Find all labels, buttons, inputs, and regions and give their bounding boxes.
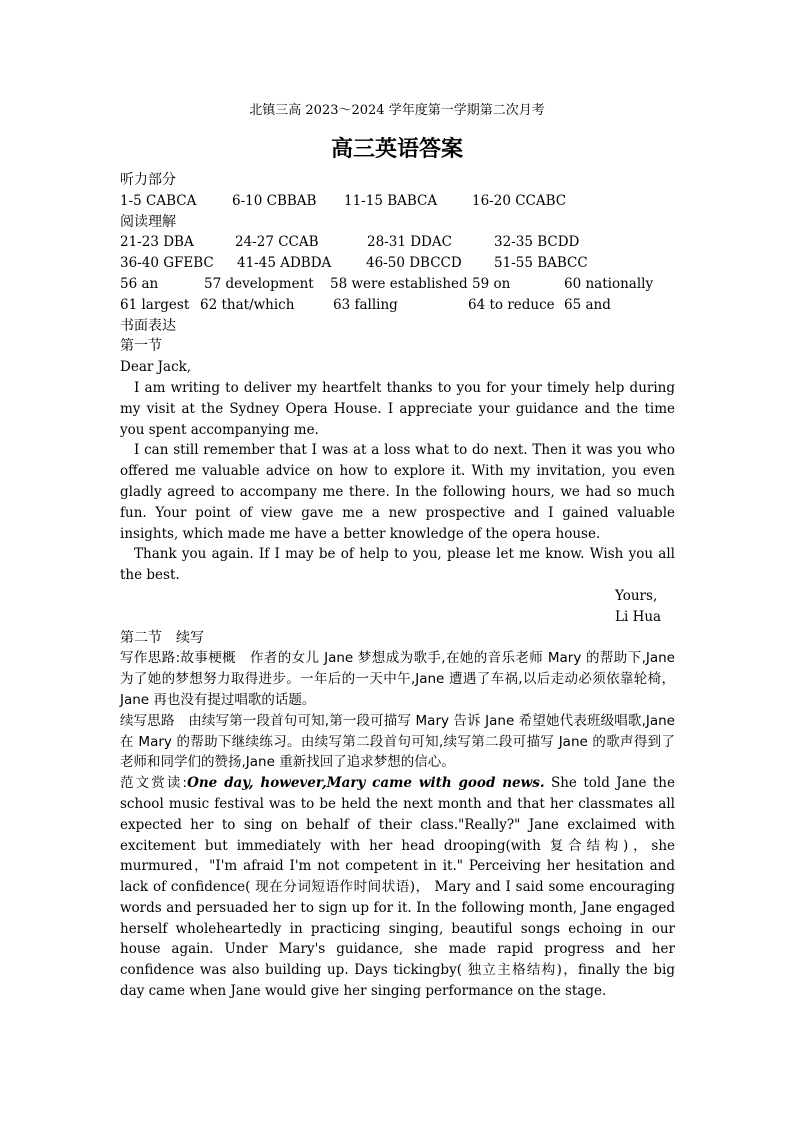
reading-answer-7: 46-50 DBCCD [366, 255, 462, 272]
reading-answers-row-2 [120, 253, 675, 274]
grammar-answer-63: 63 falling [333, 296, 398, 313]
letter-closing: Yours, [615, 587, 658, 604]
letter-paragraph-1: I am writing to deliver my heartfelt thanks to you for your timely help during my visit at the Sydney Opera House. I appreciate your guidance and the time you spent accompanying me. [120, 379, 675, 438]
reading-answer-5: 36-40 GFEBC [120, 255, 214, 272]
listening-answer-2: 6-10 CBBAB [232, 192, 317, 209]
listening-heading: 听力部分 [120, 172, 176, 188]
listening-answer-1: 1-5 CABCA [120, 192, 197, 209]
letter-signature: Li Hua [615, 608, 662, 625]
grammar-answers-row-2 [120, 295, 675, 316]
listening-answers-row [120, 191, 675, 212]
writing-heading: 书面表达 [120, 317, 176, 334]
grammar-answer-57: 57 development [204, 275, 314, 292]
grammar-answers-row-1 [120, 274, 675, 295]
listening-answer-3: 11-15 BABCA [344, 192, 438, 209]
sample-essay-lead-sentence: One day, however,Mary came with good news. [187, 775, 545, 792]
grammar-answer-58: 58 were established [330, 275, 468, 292]
writing-idea-paragraph: 写作思路:故事梗概 作者的女儿 Jane 梦想成为歌手,在她的音乐老师 Mary 的帮助下,Jane 为了她的梦想努力取得进步。一年后的一天中午,Jane 遭遇了车祸,以后走动必须依靠轮椅， Jane 再也没有提过唱歌的话题。 [120, 650, 675, 708]
reading-answers-row-1 [120, 232, 675, 253]
grammar-answer-59: 59 on [472, 275, 511, 292]
reading-answer-8: 51-55 BABCC [494, 255, 588, 272]
grammar-answer-56: 56 an [120, 275, 159, 292]
writing-plan-paragraph: 续写思路 由续写第一段首句可知,第一段可描写 Mary 告诉 Jane 希望她代表班级唱歌,Jane 在 Mary 的帮助下继续练习。由续写第二段首句可知,续写第二段可描写 Jane 的歌声得到了老师和同学们的赞扬,Jane 重新找回了追求梦想的信心。 [120, 712, 675, 771]
reading-heading: 阅读理解 [120, 213, 176, 230]
grammar-answer-60: 60 nationally [564, 275, 654, 292]
reading-answer-3: 28-31 DDAC [367, 234, 452, 251]
reading-answer-1: 21-23 DBA [120, 234, 194, 251]
letter-paragraph-3: Thank you again. If I may be of help to you, please let me know. Wish you all the best. [120, 546, 675, 584]
exam-subtitle: 北镇三高 2023～2024 学年度第一学期第二次月考 [249, 103, 545, 118]
reading-answer-4: 32-35 BCDD [494, 234, 580, 251]
reading-answer-6: 41-45 ADBDA [237, 255, 332, 272]
grammar-answer-62: 62 that/which [200, 296, 295, 313]
page-title: 高三英语答案 [330, 137, 463, 162]
listening-answer-4: 16-20 CCABC [472, 192, 567, 209]
reading-answer-2: 24-27 CCAB [235, 234, 319, 251]
grammar-answer-65: 65 and [564, 296, 611, 313]
letter-paragraph-2: I can still remember that I was at a loss what to do next. Then it was you who offered me valuable advice on how to explore it. With my invitation, you even gladly agreed to accompany me there. In the following hours, we had so much fun. Your point of view gave me a new prospective and I gained valuable insights, which made me have a better knowledge of the opera house. [120, 442, 675, 542]
letter-salutation: Dear Jack, [120, 359, 192, 376]
sample-essay-paragraph [120, 773, 675, 1002]
sample-essay-label: 范文赏读: [120, 775, 188, 792]
answer-content [120, 170, 675, 1002]
grammar-answer-61: 61 largest [120, 296, 190, 313]
sample-essay-text: She told Jane the school music festival was to be held the next month and that her classmates all expected her to sing on behalf of their class."Really?" Jane exclaimed with excitement but immediately with her head drooping(with 复合结构)，she murmured，"I'm afraid I'm not competent in it." Perceiving her hesitation and lack of confidence( 现在分词短语作时间状语)， Mary and I said some encouraging words and persuaded her to sign up for it. In the following month, Jane engaged herself wholeheartedly in practicing singing, beautiful songs echoing in our house again. Under Mary's guidance, she made rapid progress and her confidence was also building up. Days tickingby( 独立主格结构)，finally the big day came when Jane would give her singing performance on the stage. [120, 775, 675, 1000]
grammar-answer-64: 64 to reduce [468, 296, 555, 313]
continuation-heading: 第二节 续写 [120, 629, 204, 646]
writing-section-1-heading: 第一节 [120, 338, 162, 355]
